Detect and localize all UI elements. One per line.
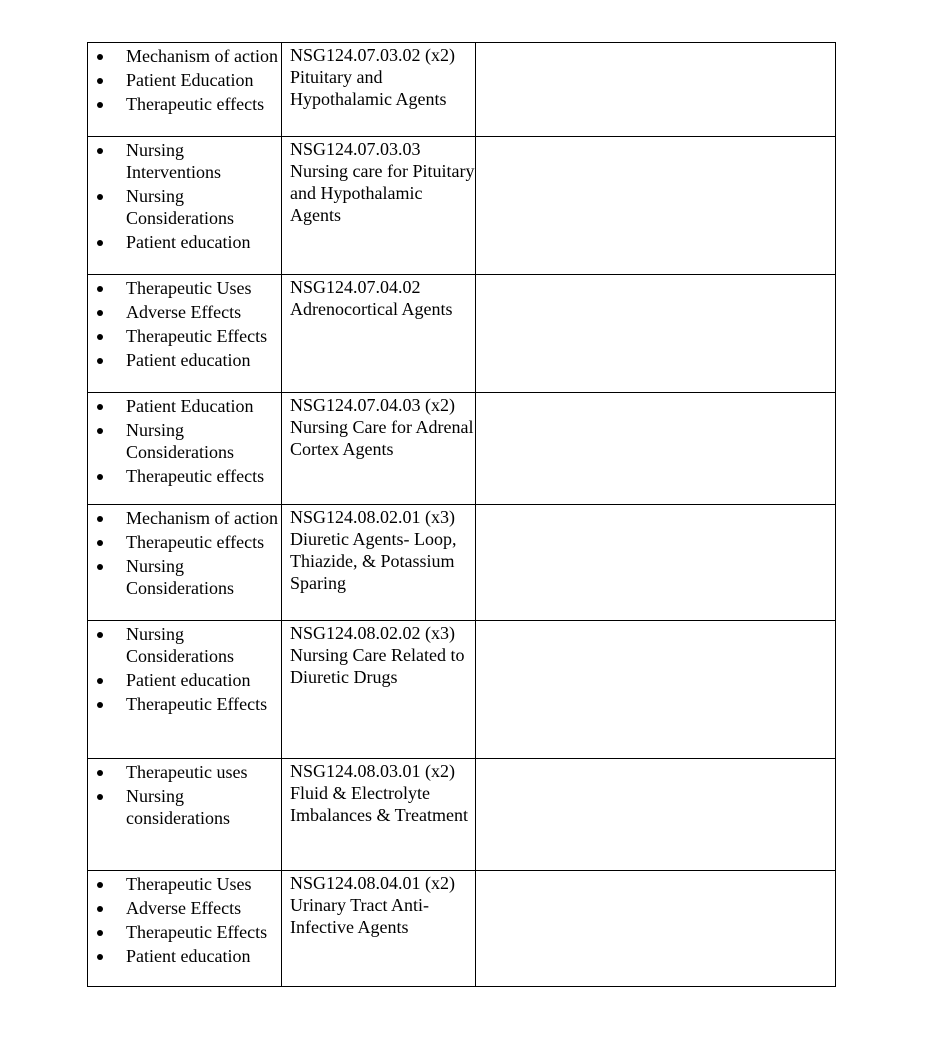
- objective-code: NSG124.07.03.02 (x2): [290, 45, 455, 65]
- table-row: [88, 393, 836, 505]
- topics-list: [88, 623, 281, 715]
- objective-title: Diuretic Agents- Loop, Thiazide, & Potassium Sparing: [290, 529, 457, 593]
- list-item: [126, 921, 281, 943]
- topics-list: [88, 139, 281, 253]
- objective-cell: [282, 43, 476, 137]
- list-item: [126, 45, 281, 67]
- list-item: [126, 419, 281, 463]
- objective-cell: [282, 137, 476, 275]
- list-item: [126, 873, 281, 895]
- bullet-icon: [97, 102, 103, 108]
- list-item-label: Therapeutic Uses: [126, 278, 252, 298]
- objective-cell: [282, 275, 476, 393]
- notes-cell: [476, 759, 836, 871]
- list-item-label: Nursing Considerations: [126, 624, 234, 666]
- bullet-icon: [97, 334, 103, 340]
- notes-cell: [476, 393, 836, 505]
- bullet-icon: [97, 770, 103, 776]
- objective-cell: [282, 393, 476, 505]
- list-item-label: Therapeutic effects: [126, 466, 265, 486]
- bullet-icon: [97, 148, 103, 154]
- topics-cell: [88, 871, 282, 987]
- topics-cell: [88, 275, 282, 393]
- list-item-label: Patient education: [126, 350, 251, 370]
- topics-cell: [88, 137, 282, 275]
- table-row: [88, 505, 836, 621]
- list-item: [126, 69, 281, 91]
- bullet-icon: [97, 310, 103, 316]
- list-item-label: Adverse Effects: [126, 898, 242, 918]
- bullet-icon: [97, 702, 103, 708]
- list-item-label: Nursing Considerations: [126, 556, 234, 598]
- objective-cell: [282, 871, 476, 987]
- topics-cell: [88, 505, 282, 621]
- bullet-icon: [97, 474, 103, 480]
- list-item: [126, 185, 281, 229]
- list-item: [126, 277, 281, 299]
- bullet-icon: [97, 632, 103, 638]
- objective-code: NSG124.08.04.01 (x2): [290, 873, 455, 893]
- bullet-icon: [97, 194, 103, 200]
- list-item-label: Patient education: [126, 670, 251, 690]
- bullet-icon: [97, 78, 103, 84]
- list-item-label: Adverse Effects: [126, 302, 242, 322]
- objective-title: Nursing Care for Adrenal Cortex Agents: [290, 417, 474, 459]
- topics-list: [88, 277, 281, 371]
- list-item-label: Therapeutic uses: [126, 762, 248, 782]
- notes-cell: [476, 871, 836, 987]
- topics-list: [88, 45, 281, 115]
- objective-cell: [282, 759, 476, 871]
- objective-title: Adrenocortical Agents: [290, 299, 453, 319]
- list-item-label: Therapeutic Effects: [126, 694, 268, 714]
- list-item-label: Therapeutic Effects: [126, 922, 268, 942]
- list-item: [126, 301, 281, 323]
- table-row: [88, 137, 836, 275]
- objective-title: Fluid & Electrolyte Imbalances & Treatment: [290, 783, 468, 825]
- topics-list: [88, 761, 281, 829]
- table-row: [88, 43, 836, 137]
- list-item: [126, 93, 281, 115]
- list-item-label: Patient Education: [126, 396, 254, 416]
- list-item: [126, 325, 281, 347]
- list-item: [126, 785, 281, 829]
- objective-title: Nursing care for Pituitary and Hypothalamic Agents: [290, 161, 475, 225]
- notes-cell: [476, 137, 836, 275]
- notes-cell: [476, 505, 836, 621]
- list-item: [126, 507, 281, 529]
- topics-list: [88, 507, 281, 599]
- list-item-label: Therapeutic Effects: [126, 326, 268, 346]
- bullet-icon: [97, 678, 103, 684]
- objective-code: NSG124.07.03.03: [290, 139, 421, 159]
- table-row: [88, 871, 836, 987]
- objective-code: NSG124.08.02.01 (x3): [290, 507, 455, 527]
- list-item: [126, 531, 281, 553]
- table-row: [88, 621, 836, 759]
- table-row: [88, 759, 836, 871]
- list-item-label: Nursing Considerations: [126, 420, 234, 462]
- list-item: [126, 231, 281, 253]
- objective-code: NSG124.07.04.02: [290, 277, 421, 297]
- topics-table: [87, 42, 836, 987]
- bullet-icon: [97, 540, 103, 546]
- topics-list: [88, 873, 281, 967]
- bullet-icon: [97, 954, 103, 960]
- notes-cell: [476, 621, 836, 759]
- bullet-icon: [97, 516, 103, 522]
- list-item-label: Mechanism of action: [126, 508, 278, 528]
- notes-cell: [476, 43, 836, 137]
- list-item: [126, 945, 281, 967]
- objective-title: Urinary Tract Anti-Infective Agents: [290, 895, 429, 937]
- bullet-icon: [97, 794, 103, 800]
- list-item-label: Therapeutic effects: [126, 532, 265, 552]
- list-item: [126, 693, 281, 715]
- objective-code: NSG124.08.03.01 (x2): [290, 761, 455, 781]
- topics-cell: [88, 43, 282, 137]
- objective-title: Pituitary and Hypothalamic Agents: [290, 67, 447, 109]
- list-item: [126, 465, 281, 487]
- list-item-label: Patient education: [126, 232, 251, 252]
- topics-cell: [88, 759, 282, 871]
- list-item-label: Patient Education: [126, 70, 254, 90]
- bullet-icon: [97, 286, 103, 292]
- objective-code: NSG124.08.02.02 (x3): [290, 623, 455, 643]
- bullet-icon: [97, 882, 103, 888]
- objective-title: Nursing Care Related to Diuretic Drugs: [290, 645, 465, 687]
- list-item-label: Nursing Considerations: [126, 186, 234, 228]
- bullet-icon: [97, 240, 103, 246]
- list-item: [126, 555, 281, 599]
- list-item: [126, 349, 281, 371]
- list-item: [126, 139, 281, 183]
- list-item: [126, 669, 281, 691]
- list-item: [126, 897, 281, 919]
- list-item: [126, 623, 281, 667]
- list-item-label: Nursing considerations: [126, 786, 230, 828]
- topics-list: [88, 395, 281, 487]
- objective-cell: [282, 505, 476, 621]
- list-item-label: Nursing Interventions: [126, 140, 221, 182]
- bullet-icon: [97, 906, 103, 912]
- bullet-icon: [97, 404, 103, 410]
- list-item: [126, 395, 281, 417]
- topics-cell: [88, 621, 282, 759]
- bullet-icon: [97, 54, 103, 60]
- topics-table-body: [88, 43, 836, 987]
- topics-cell: [88, 393, 282, 505]
- notes-cell: [476, 275, 836, 393]
- list-item-label: Mechanism of action: [126, 46, 278, 66]
- objective-cell: [282, 621, 476, 759]
- list-item-label: Therapeutic Uses: [126, 874, 252, 894]
- list-item-label: Therapeutic effects: [126, 94, 265, 114]
- objective-code: NSG124.07.04.03 (x2): [290, 395, 455, 415]
- list-item: [126, 761, 281, 783]
- bullet-icon: [97, 358, 103, 364]
- list-item-label: Patient education: [126, 946, 251, 966]
- table-row: [88, 275, 836, 393]
- bullet-icon: [97, 930, 103, 936]
- bullet-icon: [97, 428, 103, 434]
- bullet-icon: [97, 564, 103, 570]
